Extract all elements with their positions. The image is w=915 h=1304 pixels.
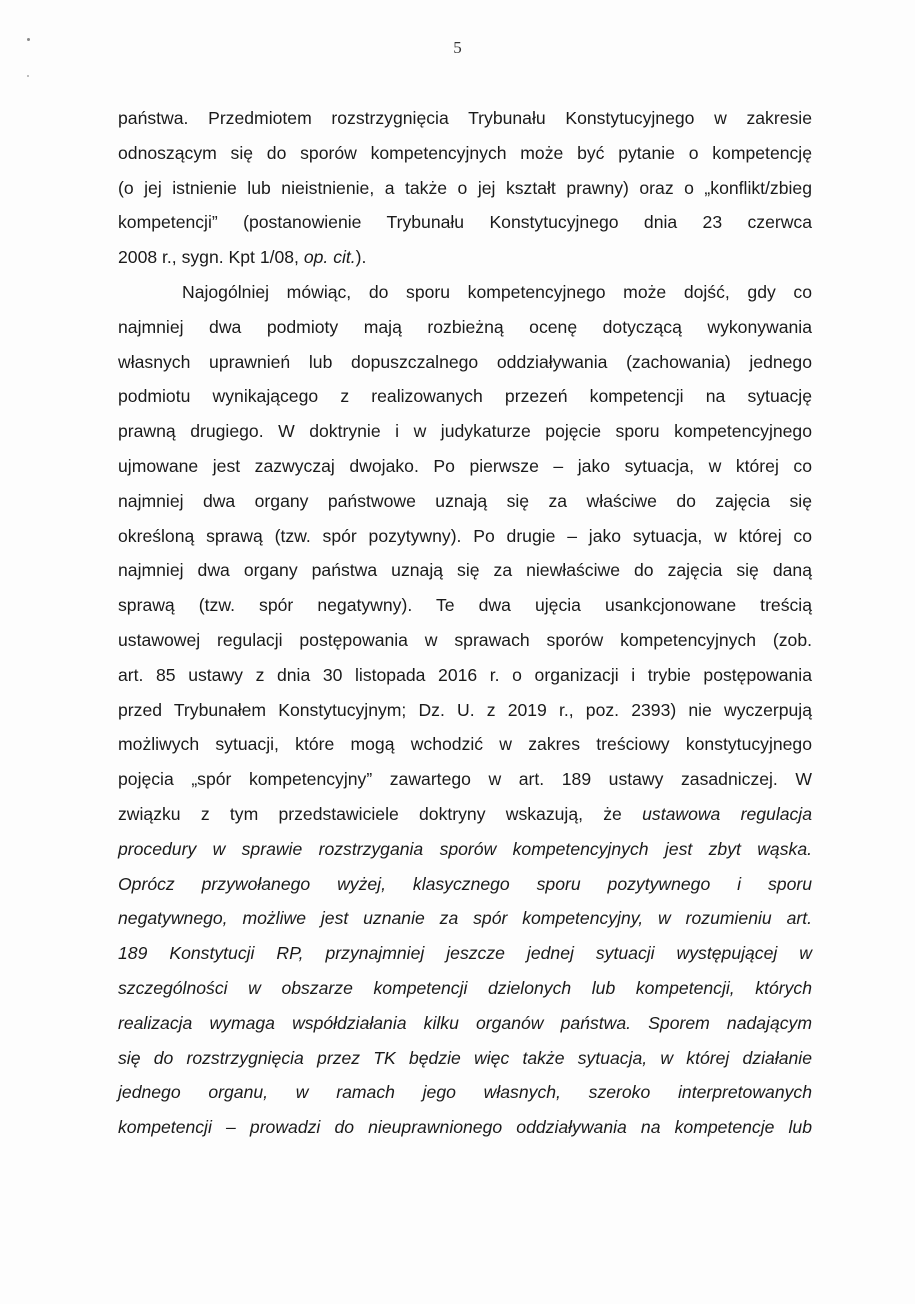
quoted-doctrine-line: negatywnego, możliwe jest uznanie za spór kompetencyjny, w rozumieniu art.	[118, 908, 812, 929]
text-line: państwa. Przedmiotem rozstrzygnięcia Trybunału Konstytucyjnego w zakresie	[118, 108, 812, 128]
text-line: możliwych sytuacji, które mogą wchodzić w zakres treściowy konstytucyjnego	[118, 734, 812, 755]
text-line: najmniej dwa organy państwa uznają się za niewłaściwe do zajęcia się daną	[118, 560, 812, 581]
text-line: kompetencji” (postanowienie Trybunału Konstytucyjnego dnia 23 czerwca	[118, 212, 812, 233]
text-line: określoną sprawą (tzw. spór pozytywny). Po drugie – jako sytuacja, w której co	[118, 525, 812, 546]
text-line: odnoszącym się do sporów kompetencyjnych może być pytanie o kompetencję	[118, 142, 812, 163]
text-line: Najogólniej mówiąc, do sporu kompetencyjnego może dojść, gdy co	[182, 281, 812, 302]
citation-op-cit: op. cit.	[303, 247, 356, 268]
quoted-doctrine-line: się do rozstrzygnięcia przez TK będzie więc także sytuacja, w której działanie	[118, 1047, 812, 1068]
text-line: ujmowane jest zazwyczaj dwojako. Po pierwsze – jako sytuacja, w której co	[118, 455, 812, 476]
text-line: najmniej dwa organy państwowe uznają się za właściwe do zajęcia się	[118, 490, 812, 511]
text-line: sprawą (tzw. spór negatywny). Te dwa ujęcia usankcjonowane treścią	[118, 595, 812, 616]
quoted-doctrine-line: realizacja wymaga współdziałania kilku organów państwa. Sporem nadającym	[118, 1012, 812, 1033]
scan-artifact-dot	[27, 75, 29, 77]
text-line: ustawowej regulacji postępowania w sprawach sporów kompetencyjnych (zob.	[118, 629, 812, 650]
page-number: 5	[453, 38, 462, 57]
citation-text: 2008 r., sygn. Kpt 1/08,	[118, 247, 304, 268]
quoted-doctrine-line: kompetencji – prowadzi do nieuprawnionego oddziaływania na kompetencje lub	[118, 1117, 812, 1138]
citation-close: ).	[355, 247, 367, 268]
text-line: najmniej dwa podmioty mają rozbieżną ocenę dotyczącą wykonywania	[118, 316, 812, 337]
quoted-doctrine-line: Oprócz przywołanego wyżej, klasycznego sporu pozytywnego i sporu	[118, 873, 812, 894]
text-line	[118, 797, 812, 832]
text-line: własnych uprawnień lub dopuszczalnego oddziaływania (zachowania) jednego	[118, 351, 812, 372]
text-line: przed Trybunałem Konstytucyjnym; Dz. U. z 2019 r., poz. 2393) nie wyczerpują	[118, 699, 812, 720]
text-segment: związku z tym przedstawiciele doktryny wskazują, że	[118, 803, 643, 824]
text-line	[118, 240, 812, 275]
quoted-doctrine-line: szczególności w obszarze kompetencji dzielonych lub kompetencji, których	[118, 977, 812, 998]
text-line: (o jej istnienie lub nieistnienie, a także o jej kształt prawny) oraz o „konflikt/zbieg	[118, 177, 812, 198]
text-line: prawną drugiego. W doktrynie i w judykaturze pojęcie sporu kompetencyjnego	[118, 421, 812, 442]
paragraph-2	[118, 275, 812, 1145]
text-line: pojęcia „spór kompetencyjny” zawartego w art. 189 ustawy zasadniczej. W	[118, 769, 812, 790]
paragraph-1	[118, 101, 812, 275]
text-line: podmiotu wynikającego z realizowanych przezeń kompetencji na sytuację	[118, 386, 812, 407]
body-text	[118, 101, 812, 1145]
quoted-doctrine-line: procedury w sprawie rozstrzygania sporów kompetencyjnych jest zbyt wąska.	[118, 838, 812, 859]
text-line: art. 85 ustawy z dnia 30 listopada 2016 r. o organizacji i trybie postępowania	[118, 664, 812, 685]
quoted-doctrine-line: 189 Konstytucji RP, przynajmniej jeszcze jednej sytuacji występującej w	[118, 943, 812, 964]
quoted-doctrine-text: ustawowa regulacja	[642, 803, 812, 824]
quoted-doctrine-line: jednego organu, w ramach jego własnych, szeroko interpretowanych	[118, 1082, 812, 1103]
